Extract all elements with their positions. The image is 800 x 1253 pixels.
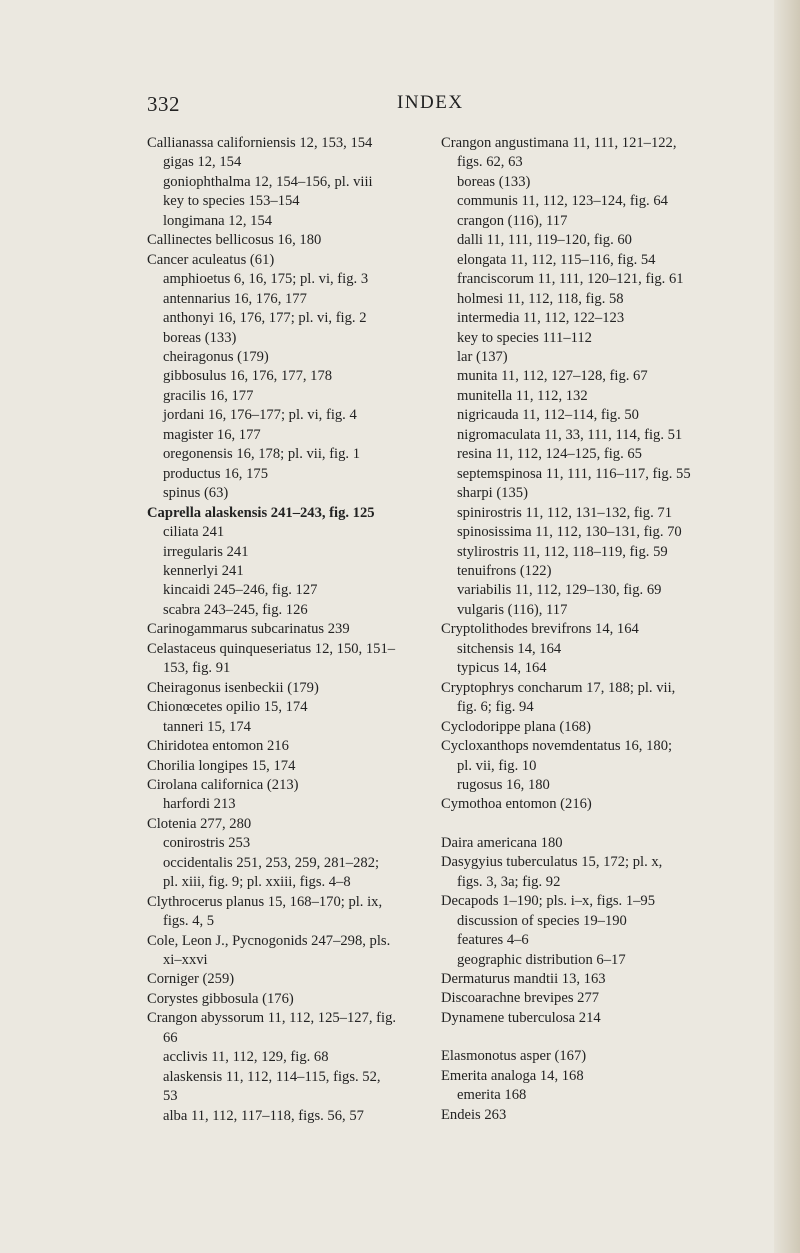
index-entry: alba 11, 112, 117–118, figs. 56, 57 <box>163 1107 364 1124</box>
index-entry: alaskensis 11, 112, 114–115, figs. 52, <box>163 1068 381 1085</box>
index-entry: anthonyi 16, 176, 177; pl. vi, fig. 2 <box>163 310 367 327</box>
index-entry: figs. 3, 3a; fig. 92 <box>457 873 561 890</box>
index-entry: Cole, Leon J., Pycnogonids 247–298, pls. <box>147 932 391 949</box>
index-entry: kennerlyi 241 <box>163 562 244 579</box>
index-entry: elongata 11, 112, 115–116, fig. 54 <box>457 251 656 268</box>
index-entry: Crangon angustimana 11, 111, 121–122, <box>441 135 677 151</box>
index-entry: nigricauda 11, 112–114, fig. 50 <box>457 407 639 424</box>
index-entry: Callianassa californiensis 12, 153, 154 <box>147 135 373 151</box>
index-entry: productus 16, 175 <box>163 465 268 482</box>
index-entry: Cirolana californica (213) <box>147 776 299 793</box>
index-entry: emerita 168 <box>457 1087 527 1104</box>
index-entry: gigas 12, 154 <box>163 154 242 171</box>
index-entry: septemspinosa 11, 111, 116–117, fig. 55 <box>457 465 691 482</box>
index-entry: Cryptophrys concharum 17, 188; pl. vii, <box>441 679 676 696</box>
page-header <box>147 92 707 118</box>
index-entry: franciscorum 11, 111, 120–121, fig. 61 <box>457 271 684 288</box>
index-entry: Cheiragonus isenbeckii (179) <box>147 679 319 696</box>
index-entry: longimana 12, 154 <box>163 212 273 229</box>
index-entry: Caprella alaskensis 241–243, fig. 125 <box>147 504 375 521</box>
index-entry: gracilis 16, 177 <box>163 387 254 404</box>
index-entry: conirostris 253 <box>163 835 251 852</box>
index-entry: sharpi (135) <box>457 485 528 502</box>
index-entry: dalli 11, 111, 119–120, fig. 60 <box>457 232 632 249</box>
index-entry: Daira americana 180 <box>441 834 563 851</box>
index-entry: key to species 111–112 <box>457 329 592 346</box>
index-entry: spinus (63) <box>163 485 229 502</box>
index-entry: goniophthalma 12, 154–156, pl. viii <box>163 173 373 190</box>
index-entry: occidentalis 251, 253, 259, 281–282; <box>163 854 380 871</box>
index-entry: 53 <box>163 1088 178 1105</box>
index-entry: figs. 4, 5 <box>163 913 215 930</box>
index-entry: boreas (133) <box>457 173 531 190</box>
index-entry: Cyclodorippe plana (168) <box>441 718 591 735</box>
index-entry: Endeis 263 <box>441 1106 507 1123</box>
index-entry: key to species 153–154 <box>163 193 300 210</box>
index-entry: 66 <box>163 1029 178 1046</box>
index-entry: figs. 62, 63 <box>457 154 523 171</box>
index-entry: Corniger (259) <box>147 971 235 988</box>
index-entry: Cycloxanthops novemdentatus 16, 180; <box>441 738 673 755</box>
index-entry: Callinectes bellicosus 16, 180 <box>147 232 322 249</box>
index-entry: acclivis 11, 112, 129, fig. 68 <box>163 1049 329 1066</box>
index-entry: Elasmonotus asper (167) <box>441 1048 587 1065</box>
index-entry: Dermaturus mandtii 13, 163 <box>441 971 606 988</box>
index-column-left <box>147 134 427 1126</box>
index-entry: spinosissima 11, 112, 130–131, fig. 70 <box>457 524 682 541</box>
page-title: INDEX <box>397 92 464 113</box>
index-entry: rugosus 16, 180 <box>457 776 550 793</box>
page-edge-shadow <box>774 0 800 1253</box>
index-entry: gibbosulus 16, 176, 177, 178 <box>163 368 333 385</box>
index-entry: kincaidi 245–246, fig. 127 <box>163 582 318 599</box>
index-entry: lar (137) <box>457 348 508 365</box>
index-entry: boreas (133) <box>163 329 237 346</box>
index-entry: Cymothoa entomon (216) <box>441 796 592 813</box>
index-entry: crangon (116), 117 <box>457 212 568 229</box>
index-entry: harfordi 213 <box>163 796 236 813</box>
index-entry: xi–xxvi <box>163 952 208 969</box>
index-entry: 153, fig. 91 <box>163 660 231 677</box>
index-entry: Decapods 1–190; pls. i–x, figs. 1–95 <box>441 893 656 910</box>
index-entry: Discoarachne brevipes 277 <box>441 990 600 1007</box>
index-entry: Dynamene tuberculosa 214 <box>441 1009 601 1026</box>
index-entry: pl. vii, fig. 10 <box>457 757 537 774</box>
index-entry: munitella 11, 112, 132 <box>457 387 588 404</box>
index-entry: tenuifrons (122) <box>457 562 552 579</box>
index-entry: stylirostris 11, 112, 118–119, fig. 59 <box>457 543 668 560</box>
index-column-right <box>441 134 716 1125</box>
index-entry: magister 16, 177 <box>163 426 261 443</box>
index-entry: Cancer aculeatus (61) <box>147 251 275 268</box>
index-entry: holmesi 11, 112, 118, fig. 58 <box>457 290 624 307</box>
index-entry: irregularis 241 <box>163 543 249 560</box>
index-entry: resina 11, 112, 124–125, fig. 65 <box>457 446 642 463</box>
index-entry: tanneri 15, 174 <box>163 718 251 735</box>
index-entry: features 4–6 <box>457 932 529 949</box>
index-entry: Clotenia 277, 280 <box>147 815 252 832</box>
index-entry: geographic distribution 6–17 <box>457 951 626 968</box>
index-entry: sitchensis 14, 164 <box>457 640 562 657</box>
index-entry: Chiridotea entomon 216 <box>147 738 289 755</box>
index-entry: vulgaris (116), 117 <box>457 601 568 618</box>
index-entry: scabra 243–245, fig. 126 <box>163 601 308 618</box>
index-entry: nigromaculata 11, 33, 111, 114, fig. 51 <box>457 426 683 443</box>
index-entry: Cryptolithodes brevifrons 14, 164 <box>441 621 639 638</box>
index-entry: Crangon abyssorum 11, 112, 125–127, fig. <box>147 1010 397 1027</box>
page-number: 332 <box>147 92 180 116</box>
index-entry: cheiragonus (179) <box>163 348 269 365</box>
index-entry: communis 11, 112, 123–124, fig. 64 <box>457 193 668 210</box>
index-entry: jordani 16, 176–177; pl. vi, fig. 4 <box>163 407 357 424</box>
index-entry: ciliata 241 <box>163 524 225 541</box>
index-entry: Clythrocerus planus 15, 168–170; pl. ix, <box>147 893 383 910</box>
index-entry: fig. 6; fig. 94 <box>457 699 534 716</box>
index-entry: Carinogammarus subcarinatus 239 <box>147 621 350 638</box>
index-entry: Celastaceus quinqueseriatus 12, 150, 151– <box>147 640 396 657</box>
index-entry: oregonensis 16, 178; pl. vii, fig. 1 <box>163 446 361 463</box>
index-entry: variabilis 11, 112, 129–130, fig. 69 <box>457 582 662 599</box>
index-entry: spinirostris 11, 112, 131–132, fig. 71 <box>457 504 672 521</box>
index-entry: pl. xiii, fig. 9; pl. xxiii, figs. 4–8 <box>163 874 351 891</box>
index-entry: Chionœcetes opilio 15, 174 <box>147 699 308 716</box>
index-entry: Chorilia longipes 15, 174 <box>147 757 296 774</box>
index-entry: typicus 14, 164 <box>457 660 547 677</box>
index-entry: antennarius 16, 176, 177 <box>163 290 307 307</box>
index-entry: intermedia 11, 112, 122–123 <box>457 310 625 327</box>
index-entry: Corystes gibbosula (176) <box>147 990 294 1007</box>
index-entry: munita 11, 112, 127–128, fig. 67 <box>457 368 648 385</box>
index-entry: discussion of species 19–190 <box>457 912 627 929</box>
index-entry: Dasygyius tuberculatus 15, 172; pl. x, <box>441 854 663 871</box>
index-entry: Emerita analoga 14, 168 <box>441 1067 584 1084</box>
index-entry: amphioetus 6, 16, 175; pl. vi, fig. 3 <box>163 271 369 288</box>
